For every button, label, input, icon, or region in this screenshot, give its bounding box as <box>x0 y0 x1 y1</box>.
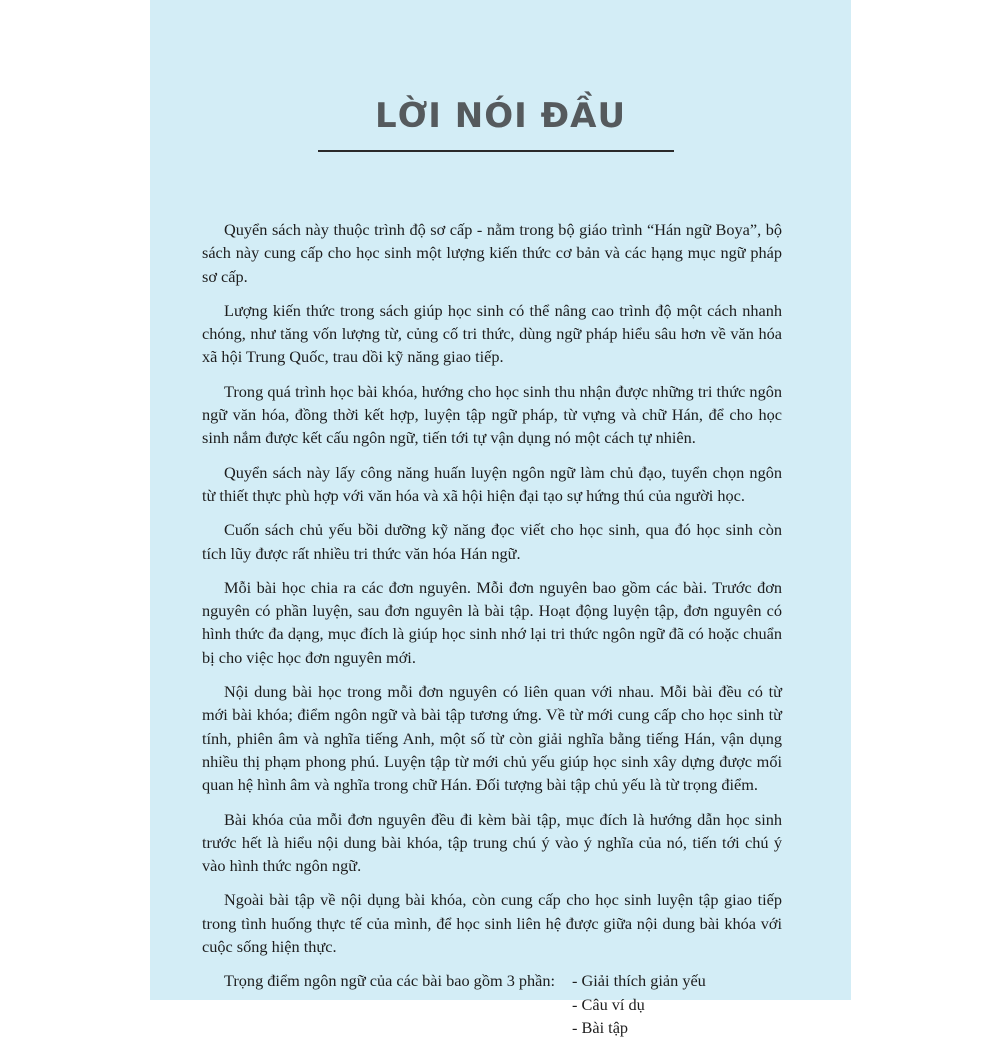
list-item: - Bài tập <box>572 1017 629 1037</box>
page-title: LỜI NÓI ĐẦU <box>374 96 627 136</box>
paragraph: Bài khóa của mỗi đơn nguyên đều đi kèm bài tập, mục đích là hướng dẫn học sinh trước hết là hiểu nội dung bài khóa, tập trung chú ý vào ý nghĩa của nó, tiến tới chú ý vào hình thức ngôn ngữ. <box>202 809 782 876</box>
key-points-list <box>572 969 706 1039</box>
key-points-lead: Trọng điểm ngôn ngữ của các bài bao gồm 3 phần: <box>224 971 556 991</box>
paragraph: Lượng kiến thức trong sách giúp học sinh có thể nâng cao trình độ một cách nhanh chóng, như tăng vốn lượng từ, củng cố tri thức, dùng ngữ pháp hiểu sâu hơn về văn hóa xã hội Trung Quốc, trau dồi kỹ năng giao tiếp. <box>202 300 782 367</box>
list-item: - Giải thích giản yếu <box>572 971 706 991</box>
list-item: - Câu ví dụ <box>572 994 645 1014</box>
key-points <box>202 969 782 1039</box>
paragraph: Trong quá trình học bài khóa, hướng cho học sinh thu nhận được những tri thức ngôn ngữ văn hóa, đồng thời kết hợp, luyện tập ngữ pháp, từ vựng và chữ Hán, để cho học sinh nắm được kết cấu ngôn ngữ, tiến tới tự vận dụng nó một cách tự nhiên. <box>202 381 782 448</box>
paragraph: Mỗi bài học chia ra các đơn nguyên. Mỗi đơn nguyên bao gồm các bài. Trước đơn nguyên có phần luyện, sau đơn nguyên là bài tập. Hoạt động luyện tập, đơn nguyên có hình thức đa dạng, mục đích là giúp học sinh nhớ lại tri thức ngôn ngữ đã có hoặc chuẩn bị cho việc học đơn nguyên mới. <box>202 577 782 667</box>
title-underline <box>318 150 674 152</box>
book-page <box>150 0 851 1037</box>
paragraph: Nội dung bài học trong mỗi đơn nguyên có liên quan với nhau. Mỗi bài đều có từ mới bài khóa; điểm ngôn ngữ và bài tập tương ứng. Về từ mới cung cấp cho học sinh từ tính, phiên âm và nghĩa tiếng Anh, một số từ còn giải nghĩa bằng tiếng Hán, vận dụng nhiều thị phạm phong phú. Luyện tập từ mới chủ yếu giúp học sinh xây dựng được mối quan hệ hình âm và nghĩa trong chữ Hán. Đối tượng bài tập chủ yếu là từ trọng điểm. <box>202 682 782 795</box>
paragraph: Ngoài bài tập về nội dụng bài khóa, còn cung cấp cho học sinh luyện tập giao tiếp trong tình huống thực tế của mình, để học sinh liên hệ được giữa nội dung bài khóa với cuộc sống hiện thực. <box>202 890 782 957</box>
paragraph: Quyển sách này lấy công năng huấn luyện ngôn ngữ làm chủ đạo, tuyển chọn ngôn từ thiết thực phù hợp với văn hóa và xã hội hiện đại tạo sự hứng thú của người học. <box>202 462 782 505</box>
preface-body <box>202 218 782 1039</box>
paragraph: Cuốn sách chủ yếu bồi dưỡng kỹ năng đọc viết cho học sinh, qua đó học sinh còn tích lũy được rất nhiều tri thức văn hóa Hán ngữ. <box>202 520 782 563</box>
paragraph: Quyển sách này thuộc trình độ sơ cấp - nằm trong bộ giáo trình “Hán ngữ Boya”, bộ sách này cung cấp cho học sinh một lượng kiến thức cơ bản và các hạng mục ngữ pháp sơ cấp. <box>202 220 782 286</box>
